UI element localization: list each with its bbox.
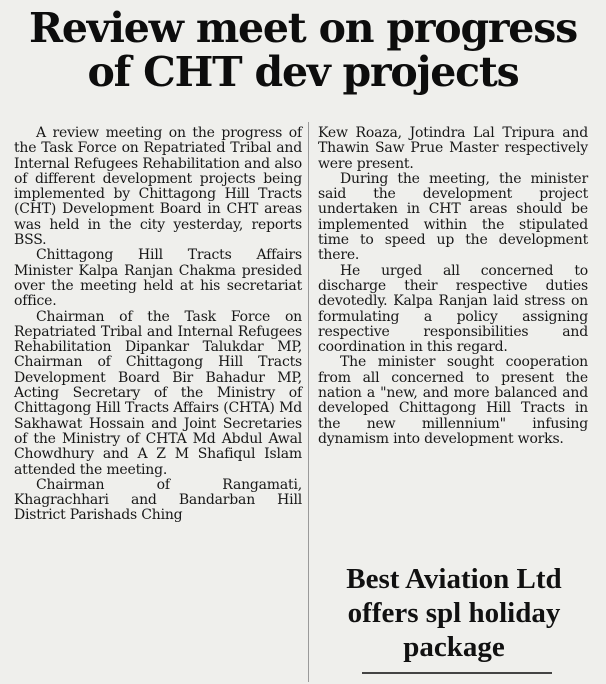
- article-left-column: [14, 126, 302, 524]
- article-right-column: [318, 126, 588, 447]
- article-paragraph: The minister sought cooperation from all concerned to present the nation a "new, and more balanced and developed Chittagong Hill Tracts in the new millennium" infusing dynamism into development works.: [318, 354, 588, 447]
- article-paragraph: Chairman of the Task Force on Repatriated Tribal and Internal Refugees Rehabilitation Dipankar Talukdar MP, Chairman of Chittagong Hill Tracts Development Board Bir Bahadur MP, Acting Secretary of the Ministry of Chittagong Hill Tracts Affairs (CHTA) Md Sakhawat Hossain and Joint Secretaries of the Ministry of CHTA Md Abdul Awal Chowdhury and A Z M Shafiqul Islam attended the meeting.: [14, 308, 302, 478]
- second-story-headline: Best Aviation Ltd offers spl holiday package: [346, 563, 562, 663]
- article-paragraph: A review meeting on the progress of the Task Force on Repatriated Tribal and Internal Refugees Rehabilitation and also of different development projects being implemented by Chittagong Hill Tracts (CHT) Development Board in CHT areas was held in the city yesterday, reports BSS.: [14, 125, 302, 249]
- column-divider: [308, 122, 309, 682]
- headline-line-1: Review meet on progress: [29, 4, 577, 52]
- article-paragraph: Chittagong Hill Tracts Affairs Minister Kalpa Ranjan Chakma presided over the meeting held at his secretariat office.: [14, 247, 302, 310]
- headline: [0, 6, 606, 94]
- article-paragraph: During the meeting, the minister said the development project undertaken in CHT areas should be implemented within the stipulated time to speed up the development there.: [318, 170, 588, 264]
- article-paragraph-continued: Kew Roaza, Jotindra Lal Tripura and Thawin Saw Prue Master respectively were present.: [318, 125, 588, 172]
- article-paragraph: He urged all concerned to discharge their respective duties devotedly. Kalpa Ranjan laid stress on formulating a policy assigning respective responsibilities and coordination in this regard.: [318, 262, 588, 356]
- article-paragraph: Chairman of Rangamati, Khagrachhari and Bandarban Hill District Parishads Ching: [14, 476, 302, 524]
- headline-line-2: of CHT dev projects: [87, 48, 519, 96]
- cropped-byline: [318, 672, 590, 684]
